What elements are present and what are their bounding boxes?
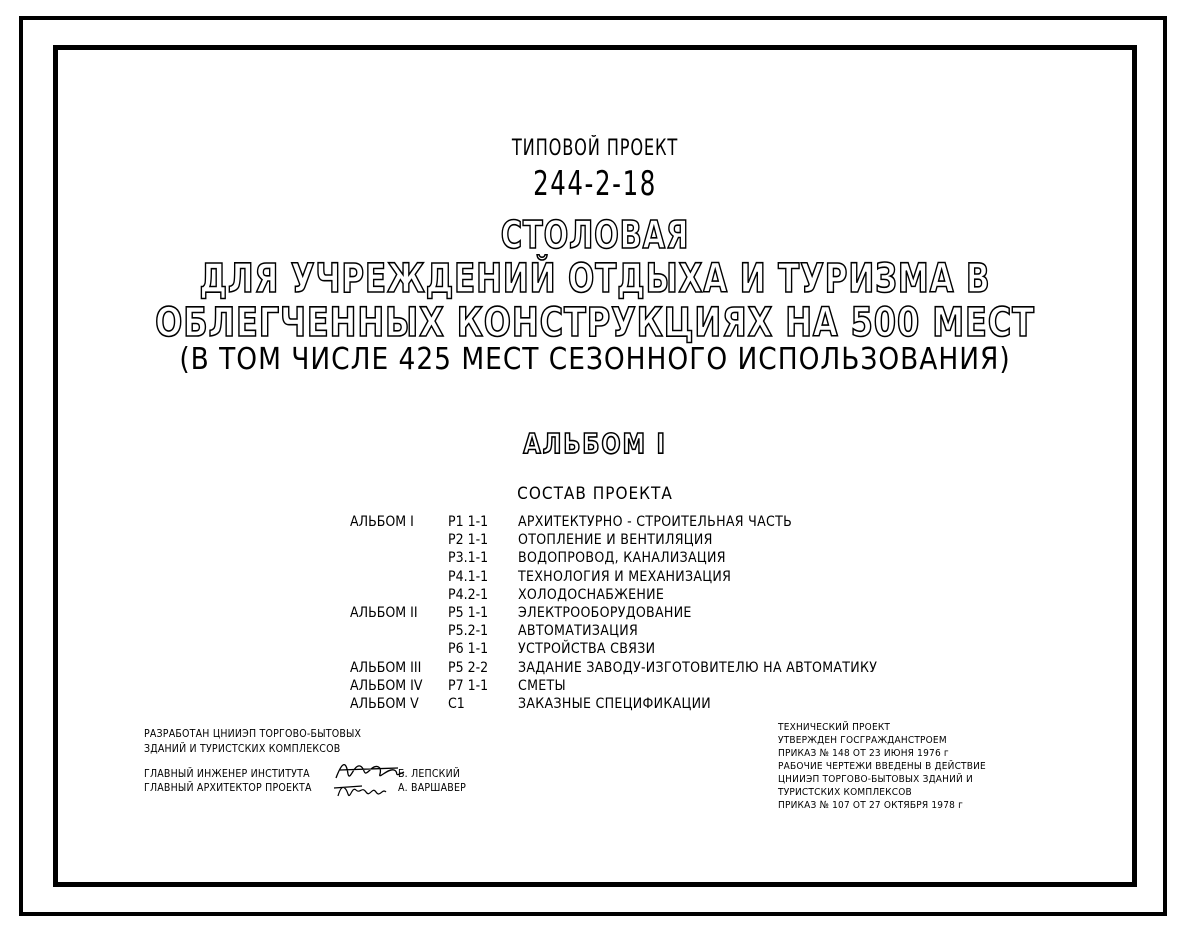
title-line-2: ДЛЯ УЧРЕЖДЕНИЙ ОТДЫХА И ТУРИЗМА В xyxy=(199,256,991,302)
section-description: ТЕХНОЛОГИЯ И МЕХАНИЗАЦИЯ xyxy=(518,568,732,585)
section-description: ОТОПЛЕНИЕ И ВЕНТИЛЯЦИЯ xyxy=(518,532,713,549)
approval-line-7: ПРИКАЗ № 107 ОТ 27 ОКТЯБРЯ 1978 г xyxy=(778,800,964,811)
album-label: АЛЬБОМ III xyxy=(350,659,422,676)
section-description: ХОЛОДОСНАБЖЕНИЕ xyxy=(518,586,665,603)
handwritten-signature xyxy=(332,752,412,804)
album-label: АЛЬБОМ V xyxy=(350,695,419,712)
approval-line-1: ТЕХНИЧЕСКИЙ ПРОЕКТ xyxy=(778,722,891,733)
section-description: ЗАКАЗНЫЕ СПЕЦИФИКАЦИИ xyxy=(518,695,712,712)
developer-line-1: РАЗРАБОТАН ЦНИИЭП ТОРГОВО-БЫТОВЫХ xyxy=(144,728,362,740)
section-code: Р7 1-1 xyxy=(448,677,489,694)
chief-architect-role: ГЛАВНЫЙ АРХИТЕКТОР ПРОЕКТА xyxy=(144,782,312,794)
section-description: ЗАДАНИЕ ЗАВОДУ-ИЗГОТОВИТЕЛЮ НА АВТОМАТИКУ xyxy=(518,659,878,676)
chief-architect-name: А. ВАРШАВЕР xyxy=(398,782,467,794)
section-code: Р4.1-1 xyxy=(448,568,489,585)
developer-line-2: ЗДАНИЙ И ТУРИСТСКИХ КОМПЛЕКСОВ xyxy=(144,743,341,755)
section-description: ВОДОПРОВОД, КАНАЛИЗАЦИЯ xyxy=(518,550,726,567)
section-code: Р5 2-2 xyxy=(448,659,489,676)
album-title: АЛЬБОМ I xyxy=(523,427,667,460)
section-code: Р6 1-1 xyxy=(448,641,489,658)
title-line-1: СТОЛОВАЯ xyxy=(500,213,690,257)
title-line-3: ОБЛЕГЧЕННЫХ КОНСТРУКЦИЯХ НА 500 МЕСТ xyxy=(155,300,1035,346)
section-code: Р1 1-1 xyxy=(448,514,489,530)
section-code: Р4.2-1 xyxy=(448,586,489,603)
approval-line-3: ПРИКАЗ № 148 ОТ 23 ИЮНЯ 1976 г xyxy=(778,748,949,759)
chief-engineer-line xyxy=(144,767,461,781)
section-description: АВТОМАТИЗАЦИЯ xyxy=(518,623,638,640)
approval-line-2: УТВЕРЖДЕН ГОСГРАЖДАНСТРОЕМ xyxy=(778,735,947,746)
chief-architect-line xyxy=(144,781,467,795)
section-code: С1 xyxy=(448,695,465,712)
section-code: Р3.1-1 xyxy=(448,550,489,567)
project-number: 244-2-18 xyxy=(533,164,657,204)
section-description: УСТРОЙСТВА СВЯЗИ xyxy=(518,641,656,658)
approval-line-6: ТУРИСТСКИХ КОМПЛЕКСОВ xyxy=(778,787,912,798)
album-label: АЛЬБОМ I xyxy=(350,514,414,530)
title-line-4: (В ТОМ ЧИСЛЕ 425 МЕСТ СЕЗОННОГО ИСПОЛЬЗОВАНИЯ) xyxy=(179,342,1011,377)
section-description: ЭЛЕКТРООБОРУДОВАНИЕ xyxy=(518,604,692,621)
approval-line-4: РАБОЧИЕ ЧЕРТЕЖИ ВВЕДЕНЫ В ДЕЙСТВИЕ xyxy=(778,761,986,772)
chief-engineer-name: Б. ЛЕПСКИЙ xyxy=(398,768,461,780)
section-code: Р5 1-1 xyxy=(448,604,489,621)
album-label: АЛЬБОМ IV xyxy=(350,677,423,694)
approval-block xyxy=(778,721,986,812)
section-description: АРХИТЕКТУРНО - СТРОИТЕЛЬНАЯ ЧАСТЬ xyxy=(518,514,793,530)
section-code: Р5.2-1 xyxy=(448,623,489,640)
chief-engineer-role: ГЛАВНЫЙ ИНЖЕНЕР ИНСТИТУТА xyxy=(144,768,310,780)
album-label: АЛЬБОМ II xyxy=(350,604,418,621)
contents-heading: СОСТАВ ПРОЕКТА xyxy=(517,484,673,504)
project-type: ТИПОВОЙ ПРОЕКТ xyxy=(511,136,679,161)
approval-line-5: ЦНИИЭП ТОРГОВО-БЫТОВЫХ ЗДАНИЙ И xyxy=(778,774,973,785)
section-description: СМЕТЫ xyxy=(518,677,566,694)
section-code: Р2 1-1 xyxy=(448,532,489,549)
developer-block xyxy=(144,727,467,795)
